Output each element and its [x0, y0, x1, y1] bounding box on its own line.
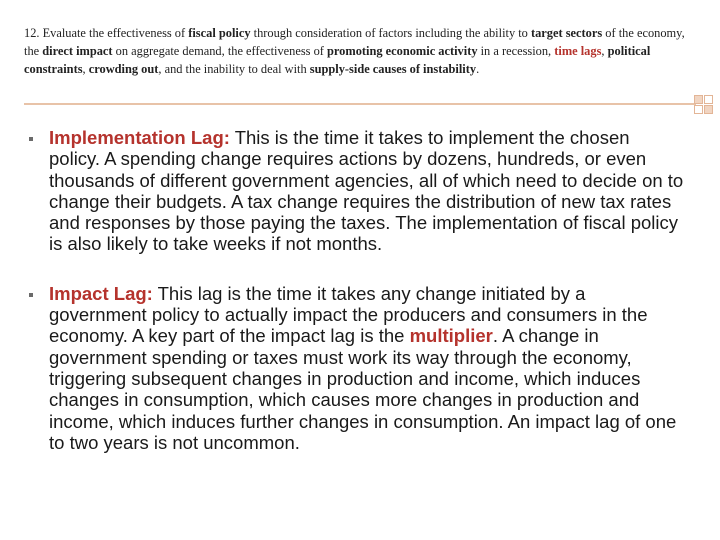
header-text: , and the inability to deal with: [158, 62, 310, 77]
header-text: ,: [601, 44, 608, 59]
bullet-implementation-lag: [24, 127, 684, 255]
bullet-marker-icon: [29, 293, 33, 297]
header-term-political-constraints: political constraints: [24, 44, 651, 77]
deco-square: [704, 95, 713, 104]
header-term-direct-impact: direct impact: [42, 44, 113, 59]
header-text: in a recession,: [477, 44, 555, 59]
header-text: ,: [82, 62, 89, 77]
header-term-target-sectors: target sectors: [530, 26, 603, 40]
bullet-text: This lag is the time it takes any change initiated by a government policy to actually impact the producers and consumers in the economy. A key part of the impact lag is the: [49, 282, 648, 347]
deco-square: [704, 105, 713, 114]
header-term-promoting: promoting economic activity: [327, 44, 478, 59]
header-term-crowding-out: crowding out: [88, 62, 159, 77]
header-term-fiscal-policy: fiscal policy: [188, 26, 251, 40]
header-text: through consideration of factors including the ability to: [250, 26, 531, 40]
header-term-time-lags: time lags: [554, 44, 602, 59]
bullet-list: [24, 127, 684, 453]
question-header: [24, 24, 689, 79]
header-text: on aggregate demand, the effectiveness of: [112, 44, 328, 59]
bullet-term: Implementation Lag:: [49, 127, 230, 148]
header-text: 12. Evaluate the effectiveness of: [24, 26, 189, 40]
bullet-impact-lag: [24, 283, 684, 453]
bullet-text: This is the time it takes to implement the chosen policy. A spending change requires actions by dozens, hundreds, or even thousands of different government agencies, all of which need to decide on to change their budgets. A tax change requires the distribution of new tax rates and responses by those paying the taxes. The implementation of fiscal policy is also likely to take weeks if not months.: [49, 127, 684, 255]
header-text: .: [476, 62, 480, 77]
divider-line: [24, 103, 696, 105]
bullet-term: Impact Lag:: [49, 282, 153, 304]
bullet-marker-icon: [29, 137, 33, 141]
header-text: of the economy, the: [24, 26, 685, 59]
decorative-squares-icon: [694, 95, 714, 115]
keyword-multiplier: multiplier: [409, 325, 493, 347]
deco-square: [694, 105, 703, 114]
bullet-text: . A change in government spending or taxes must work its way through the economy, triggering subsequent changes in production and income, which induces changes in consumption, which causes more changes in production and income, which induces further changes in consumption. An impact lag of one to two years is not uncommon.: [49, 325, 677, 453]
header-term-supply-side: supply-side causes of instability: [309, 62, 477, 77]
deco-square: [694, 95, 703, 104]
